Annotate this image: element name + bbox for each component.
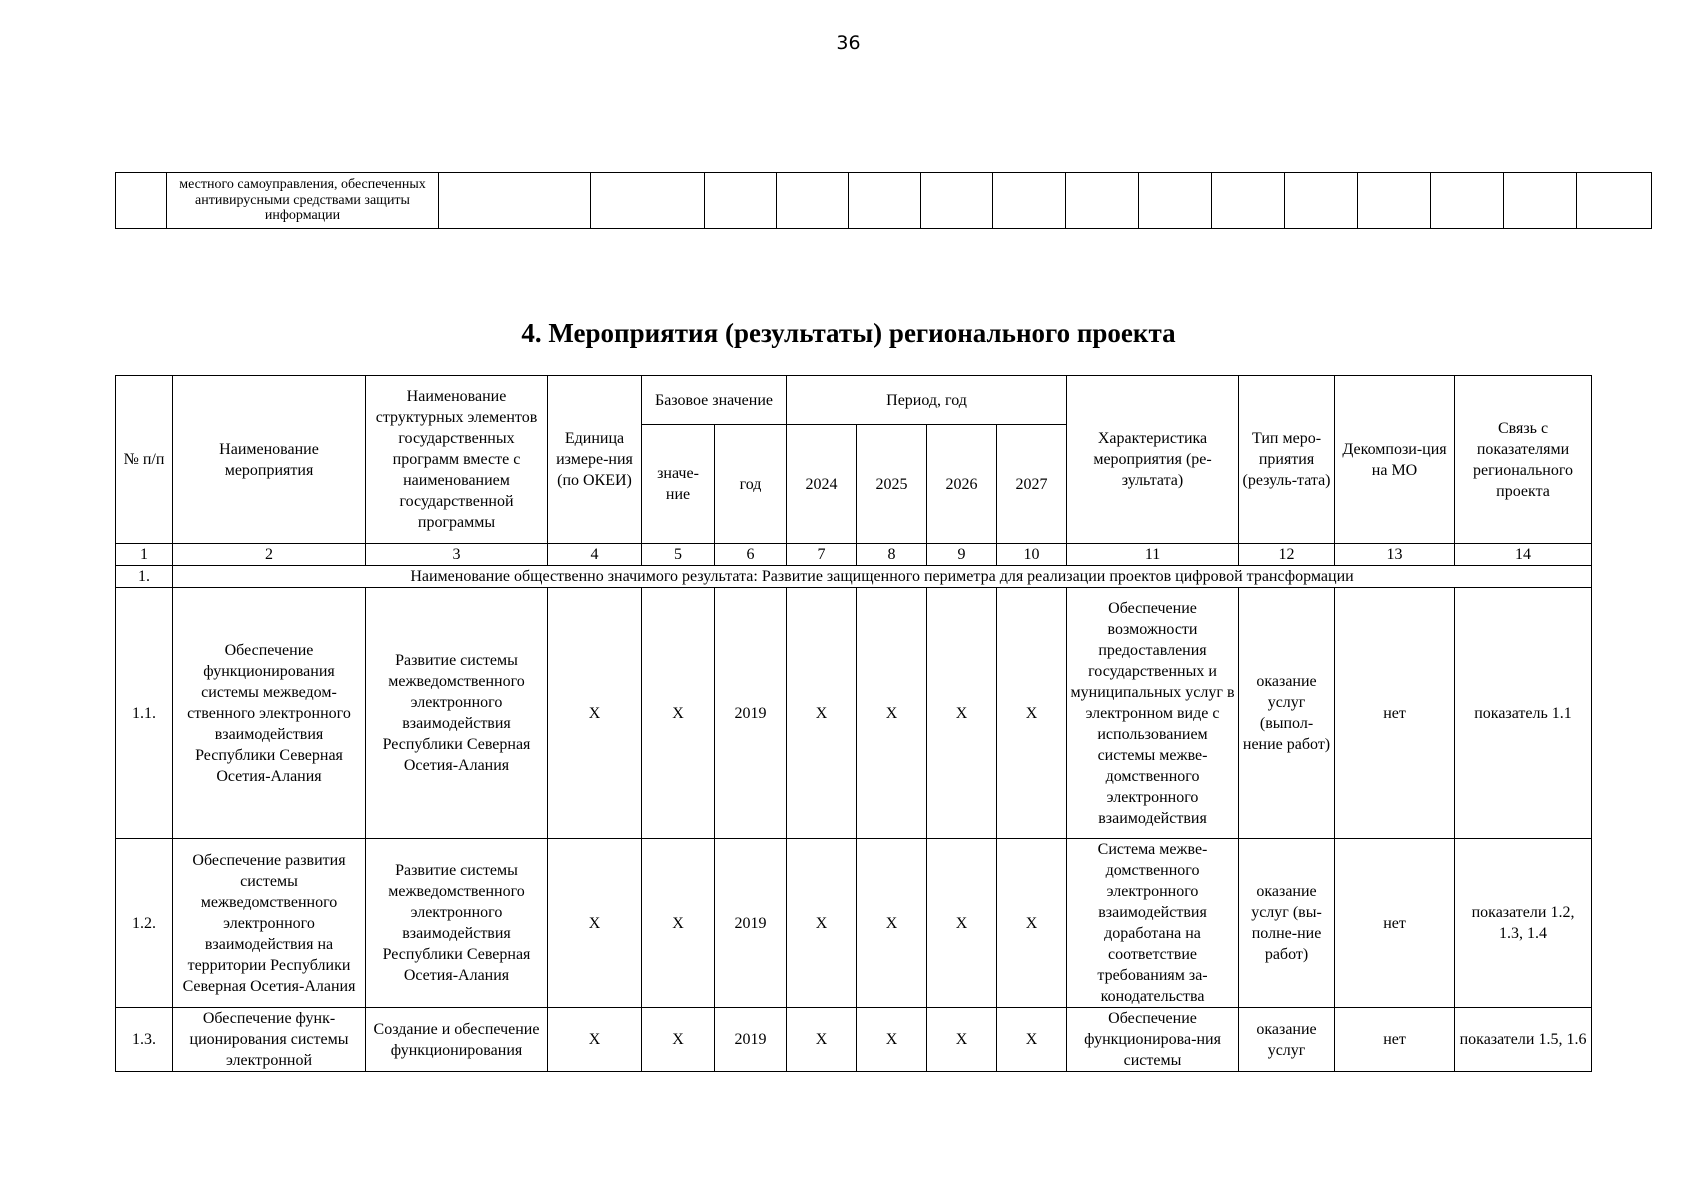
header-link: Связь с показателями регионального проекта [1455, 376, 1592, 544]
table-cell [777, 173, 849, 229]
table-row [116, 173, 1652, 229]
row-base-value: X [642, 588, 715, 839]
header-period: Период, год [787, 376, 1067, 425]
column-number: 12 [1239, 544, 1335, 566]
row-base-value: X [642, 1008, 715, 1072]
row-decomposition: нет [1335, 839, 1455, 1008]
column-number: 1 [116, 544, 173, 566]
row-name: Обеспечение развития системы межведомственного электронного взаимодействия на территории Республики Северная Осетия-Алания [173, 839, 366, 1008]
header-characteristic: Характеристика мероприятия (ре-зультата) [1067, 376, 1239, 544]
column-number: 10 [997, 544, 1067, 566]
table-cell [1285, 173, 1358, 229]
column-number: 9 [927, 544, 997, 566]
column-number: 2 [173, 544, 366, 566]
column-number: 11 [1067, 544, 1239, 566]
row-2027: X [997, 588, 1067, 839]
group-title: Наименование общественно значимого результата: Развитие защищенного периметра для реализации проектов цифровой трансформации [173, 566, 1592, 588]
column-number: 3 [366, 544, 548, 566]
row-2026: X [927, 1008, 997, 1072]
header-year-2024: 2024 [787, 425, 857, 544]
row-base-year: 2019 [715, 1008, 787, 1072]
column-number: 8 [857, 544, 927, 566]
row-decomposition: нет [1335, 1008, 1455, 1072]
table-cell [849, 173, 921, 229]
row-name: Обеспечение функ-ционирования системы электронной [173, 1008, 366, 1072]
table-cell [1358, 173, 1431, 229]
table-cell [993, 173, 1066, 229]
row-2026: X [927, 588, 997, 839]
column-numbers-row [116, 544, 1592, 566]
table-row [116, 839, 1592, 1008]
header-base-value: значе-ние [642, 425, 715, 544]
table-cell [921, 173, 993, 229]
row-2025: X [857, 839, 927, 1008]
column-number: 7 [787, 544, 857, 566]
row-2024: X [787, 588, 857, 839]
group-row [116, 566, 1592, 588]
table-cell [591, 173, 705, 229]
table-cell [1431, 173, 1504, 229]
header-base: Базовое значение [642, 376, 787, 425]
header-no: № п/п [116, 376, 173, 544]
header-decomposition: Декомпози-ция на МО [1335, 376, 1455, 544]
row-no: 1.1. [116, 588, 173, 839]
row-2024: X [787, 1008, 857, 1072]
header-type: Тип меро-приятия (резуль-тата) [1239, 376, 1335, 544]
row-base-year: 2019 [715, 588, 787, 839]
row-type: оказание услуг [1239, 1008, 1335, 1072]
header-year-2027: 2027 [997, 425, 1067, 544]
row-2027: X [997, 1008, 1067, 1072]
row-2027: X [997, 839, 1067, 1008]
row-name: Обеспечение функционирования системы межведом-ственного электронного взаимодействия Республики Северная Осетия-Алания [173, 588, 366, 839]
row-characteristic: Система межве-домственного электронного взаимодействия доработана на соответствие требованиям за-конодательства [1067, 839, 1239, 1008]
row-characteristic: Обеспечение функционирова-ния системы [1067, 1008, 1239, 1072]
activities-table [115, 375, 1592, 1072]
row-2025: X [857, 588, 927, 839]
row-2025: X [857, 1008, 927, 1072]
column-number: 6 [715, 544, 787, 566]
table-cell [705, 173, 777, 229]
table-row [116, 1008, 1592, 1072]
row-structural: Развитие системы межведомственного электронного взаимодействия Республики Северная Осетия-Алания [366, 839, 548, 1008]
row-unit: X [548, 588, 642, 839]
header-structural: Наименование структурных элементов государственных программ вместе с наименованием государственной программы [366, 376, 548, 544]
row-type: оказание услуг (выпол-нение работ) [1239, 588, 1335, 839]
table-cell [1577, 173, 1652, 229]
row-no: 1.3. [116, 1008, 173, 1072]
row-base-value: X [642, 839, 715, 1008]
page-number: 36 [836, 32, 861, 54]
column-number: 5 [642, 544, 715, 566]
row-unit: X [548, 1008, 642, 1072]
row-link: показатель 1.1 [1455, 588, 1592, 839]
row-2026: X [927, 839, 997, 1008]
continued-table-fragment [115, 172, 1652, 229]
row-characteristic: Обеспечение возможности предоставления государственных и муниципальных услуг в электронном виде с использованием системы межве-домственного электронного взаимодействия [1067, 588, 1239, 839]
header-base-year: год [715, 425, 787, 544]
table-cell [439, 173, 591, 229]
table-cell [1139, 173, 1212, 229]
table-cell [1212, 173, 1285, 229]
row-structural: Развитие системы межведомственного электронного взаимодействия Республики Северная Осетия-Алания [366, 588, 548, 839]
header-year-2025: 2025 [857, 425, 927, 544]
table-header-row [116, 376, 1592, 425]
table-cell: местного самоуправления, обеспеченных антивирусными средствами защиты информации [167, 173, 439, 229]
section-heading: 4. Мероприятия (результаты) регионального проекта [521, 318, 1176, 348]
row-unit: X [548, 839, 642, 1008]
row-link: показатели 1.5, 1.6 [1455, 1008, 1592, 1072]
table-cell [116, 173, 167, 229]
column-number: 4 [548, 544, 642, 566]
row-type: оказание услуг (вы-полне-ние работ) [1239, 839, 1335, 1008]
row-decomposition: нет [1335, 588, 1455, 839]
column-number: 14 [1455, 544, 1592, 566]
row-structural: Создание и обеспечение функционирования [366, 1008, 548, 1072]
group-no: 1. [116, 566, 173, 588]
row-no: 1.2. [116, 839, 173, 1008]
column-number: 13 [1335, 544, 1455, 566]
table-row [116, 588, 1592, 839]
table-cell [1066, 173, 1139, 229]
table-cell [1504, 173, 1577, 229]
header-name: Наименование мероприятия [173, 376, 366, 544]
header-unit: Единица измере-ния (по ОКЕИ) [548, 376, 642, 544]
row-link: показатели 1.2, 1.3, 1.4 [1455, 839, 1592, 1008]
row-2024: X [787, 839, 857, 1008]
row-base-year: 2019 [715, 839, 787, 1008]
header-year-2026: 2026 [927, 425, 997, 544]
